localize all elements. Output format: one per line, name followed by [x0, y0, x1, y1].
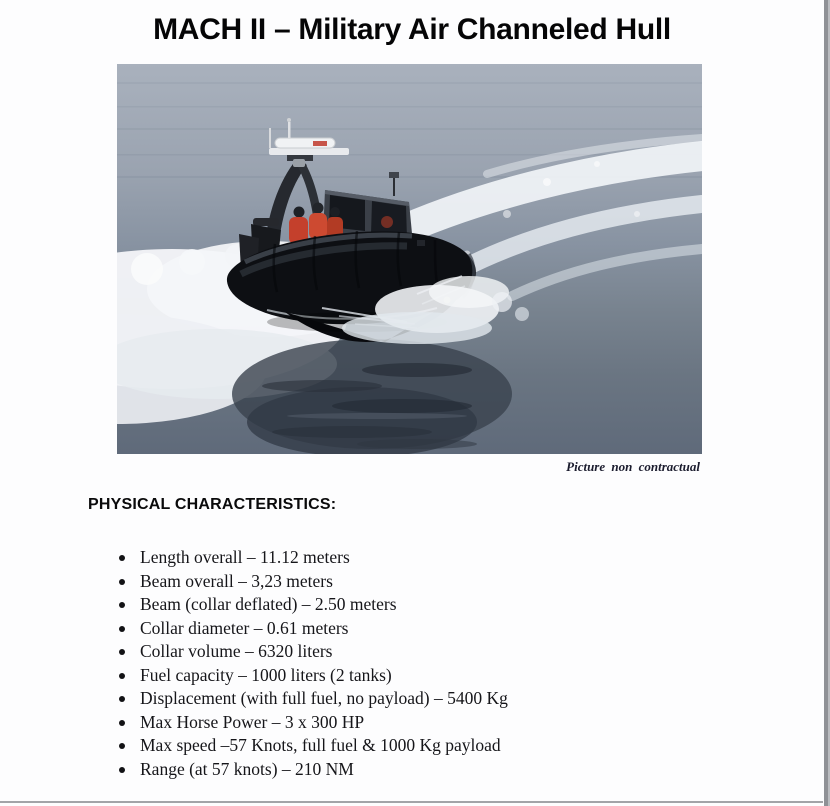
page-bottom-edge — [0, 801, 830, 803]
specs-list — [117, 546, 757, 781]
spec-item: Fuel capacity – 1000 liters (2 tanks) — [117, 664, 757, 688]
boat-photo-art — [117, 64, 702, 454]
spec-item: Beam (collar deflated) – 2.50 meters — [117, 593, 757, 617]
spec-item: Displacement (with full fuel, no payload) – 5400 Kg — [117, 687, 757, 711]
page-title: MACH II – Military Air Channeled Hull — [153, 13, 671, 46]
boat-reflection — [232, 339, 512, 454]
spec-item: Collar volume – 6320 liters — [117, 640, 757, 664]
spec-item: Beam overall – 3,23 meters — [117, 570, 757, 594]
spec-item: Collar diameter – 0.61 meters — [117, 617, 757, 641]
boat-photo-figure — [117, 64, 702, 475]
page-right-edge — [823, 0, 830, 806]
spec-item: Length overall – 11.12 meters — [117, 546, 757, 570]
spec-item: Range (at 57 knots) – 210 NM — [117, 758, 757, 782]
section-heading: PHYSICAL CHARACTERISTICS: — [88, 496, 337, 513]
spec-item: Max speed –57 Knots, full fuel & 1000 Kg payload — [117, 734, 757, 758]
spec-item: Max Horse Power – 3 x 300 HP — [117, 711, 757, 735]
photo-caption: Picture non contractual — [566, 459, 700, 474]
boat-photo — [117, 64, 702, 454]
